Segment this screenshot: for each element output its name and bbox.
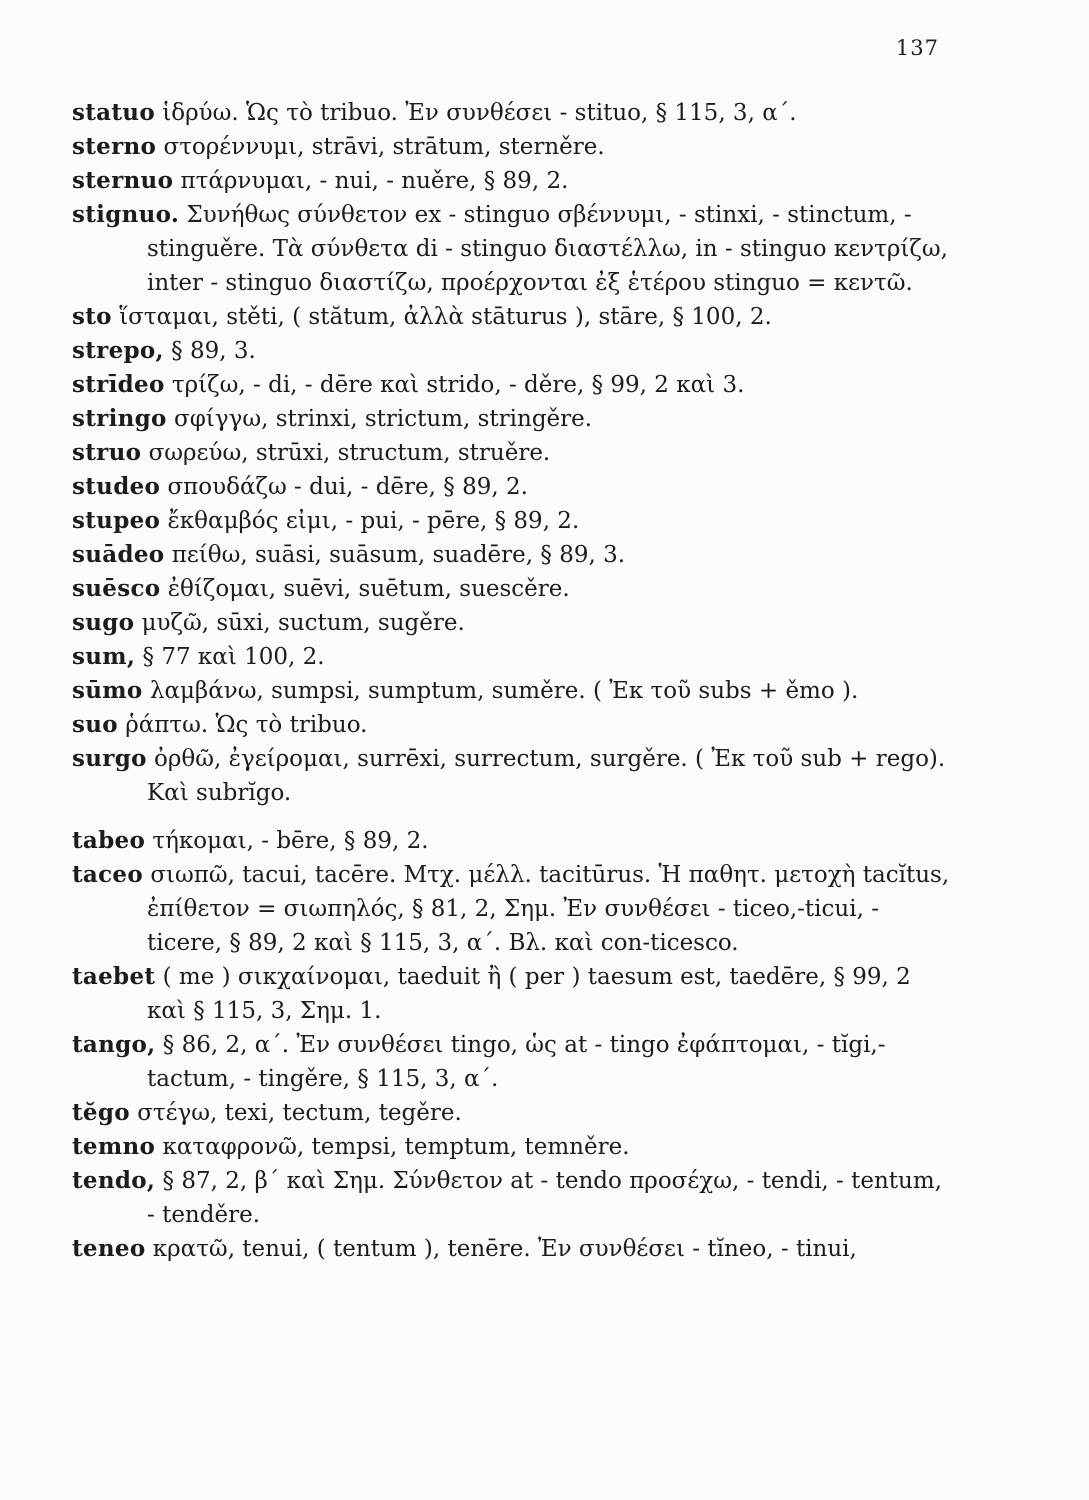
entry	[72, 824, 952, 858]
headword: stignuo.	[72, 201, 180, 228]
headword: tendo,	[72, 1167, 156, 1194]
entry	[72, 334, 952, 368]
definition: σωρεύω, strūxi, structum, struěre.	[148, 440, 551, 466]
entry	[72, 1164, 952, 1232]
definition: ῥάπτω. Ὡς τὸ tribuo.	[125, 712, 368, 738]
definition: § 89, 3.	[171, 338, 256, 364]
page-number: 137	[895, 36, 939, 60]
definition: καταφρονῶ, tempsi, temptum, temněre.	[162, 1134, 630, 1160]
definition: κρατῶ, tenui, ( tentum ), tenēre. Ἐν συνθέσει - tĭneo, - tinui,	[152, 1236, 857, 1262]
headword: suādeo	[72, 541, 165, 568]
headword: strepo,	[72, 337, 164, 364]
headword: sternuo	[72, 167, 174, 194]
definition: Συνήθως σύνθετον ex - stinguo σβέννυμι, - stinxi, - stinctum, - stinguěre. Τὰ σύνθετα di - stinguo διαστέλλω, in - stinguo κεντρίζω, inter - stinguo διαστίζω, προέρχονται ἐξ ἑτέρου stinguo = κεντῶ.	[147, 202, 948, 296]
dictionary-entries	[72, 96, 952, 1266]
headword: tĕgo	[72, 1099, 130, 1126]
entry	[72, 572, 952, 606]
definition: σπουδάζω - dui, - dēre, § 89, 2.	[167, 474, 528, 500]
entry	[72, 130, 952, 164]
entry	[72, 402, 952, 436]
definition: ἐθίζομαι, suēvi, suētum, suescěre.	[167, 576, 570, 602]
headword: taceo	[72, 861, 144, 888]
definition: ἱδρύω. Ὡς τὸ tribuo. Ἐν συνθέσει - stituo, § 115, 3, α΄.	[162, 100, 797, 126]
headword: statuo	[72, 99, 155, 126]
entry	[72, 198, 952, 300]
headword: surgo	[72, 745, 147, 772]
definition: τήκομαι, - bēre, § 89, 2.	[152, 828, 429, 854]
headword: strīdeo	[72, 371, 165, 398]
entry	[72, 164, 952, 198]
headword: tabeo	[72, 827, 146, 854]
headword: sto	[72, 303, 112, 330]
entry	[72, 606, 952, 640]
headword: sugo	[72, 609, 135, 636]
entry	[72, 1130, 952, 1164]
entry	[72, 1232, 952, 1266]
entry	[72, 640, 952, 674]
headword: taebet	[72, 963, 156, 990]
definition: σφίγγω, strinxi, strictum, stringěre.	[174, 406, 593, 432]
definition: ( me ) σικχαίνομαι, taeduit ἢ ( per ) taesum est, taedēre, § 99, 2 καὶ § 115, 3, Σημ. 1.	[147, 964, 911, 1024]
entry	[72, 858, 952, 960]
entry	[72, 708, 952, 742]
definition: § 77 καὶ 100, 2.	[142, 644, 325, 670]
headword: suēsco	[72, 575, 161, 602]
definition: § 87, 2, β΄ καὶ Σημ. Σύνθετον at - tendo προσέχω, - tendi, - tentum, - tenděre.	[147, 1168, 942, 1228]
headword: temno	[72, 1133, 156, 1160]
headword: sum,	[72, 643, 136, 670]
definition: σιωπῶ, tacui, tacēre. Μτχ. μέλλ. tacitūrus. Ἡ παθητ. μετοχὴ tacĭtus, ἐπίθετον = σιωπηλός, § 81, 2, Σημ. Ἐν συνθέσει - ticeo,-ticui, - ticere, § 89, 2 καὶ § 115, 3, α΄. Βλ. καὶ con-ticesco.	[147, 862, 950, 956]
headword: suo	[72, 711, 118, 738]
headword: sūmo	[72, 677, 143, 704]
entry	[72, 538, 952, 572]
entry	[72, 504, 952, 538]
entry	[72, 1028, 952, 1096]
headword: teneo	[72, 1235, 146, 1262]
definition: στορέννυμι, strāvi, strātum, sterněre.	[163, 134, 605, 160]
definition: στέγω, texi, tectum, tegěre.	[137, 1100, 462, 1126]
definition: ἔκθαμβός εἰμι, - pui, - pēre, § 89, 2.	[167, 508, 580, 534]
definition: πτάρνυμαι, - nui, - nuěre, § 89, 2.	[180, 168, 569, 194]
entry	[72, 470, 952, 504]
entry	[72, 742, 952, 810]
definition: § 86, 2, α΄. Ἐν συνθέσει tingo, ὡς at - tingo ἐφάπτομαι, - tĭgi,- tactum, - tingěre, § 115, 3, α΄.	[147, 1032, 886, 1092]
headword: stupeo	[72, 507, 161, 534]
definition: ὀρθῶ, ἐγείρομαι, surrēxi, surrectum, surgěre. ( Ἐκ τοῦ sub + rego). Καὶ subrĭgo.	[147, 746, 946, 806]
definition: μυζῶ, sūxi, suctum, sugěre.	[141, 610, 465, 636]
definition: τρίζω, - di, - dēre καὶ strido, - děre, § 99, 2 καὶ 3.	[171, 372, 745, 398]
headword: stringo	[72, 405, 167, 432]
headword: studeo	[72, 473, 161, 500]
headword: struo	[72, 439, 142, 466]
definition: ἵσταμαι, stěti, ( stătum, ἀλλὰ stāturus ), stāre, § 100, 2.	[119, 304, 772, 330]
entry	[72, 436, 952, 470]
section-gap	[72, 810, 952, 824]
headword: tango,	[72, 1031, 156, 1058]
entry	[72, 368, 952, 402]
entry	[72, 1096, 952, 1130]
entry	[72, 674, 952, 708]
entry	[72, 300, 952, 334]
entry	[72, 96, 952, 130]
definition: πείθω, suāsi, suāsum, suadēre, § 89, 3.	[171, 542, 626, 568]
definition: λαμβάνω, sumpsi, sumptum, suměre. ( Ἐκ τοῦ subs + ěmo ).	[149, 678, 859, 704]
headword: sterno	[72, 133, 157, 160]
entry	[72, 960, 952, 1028]
